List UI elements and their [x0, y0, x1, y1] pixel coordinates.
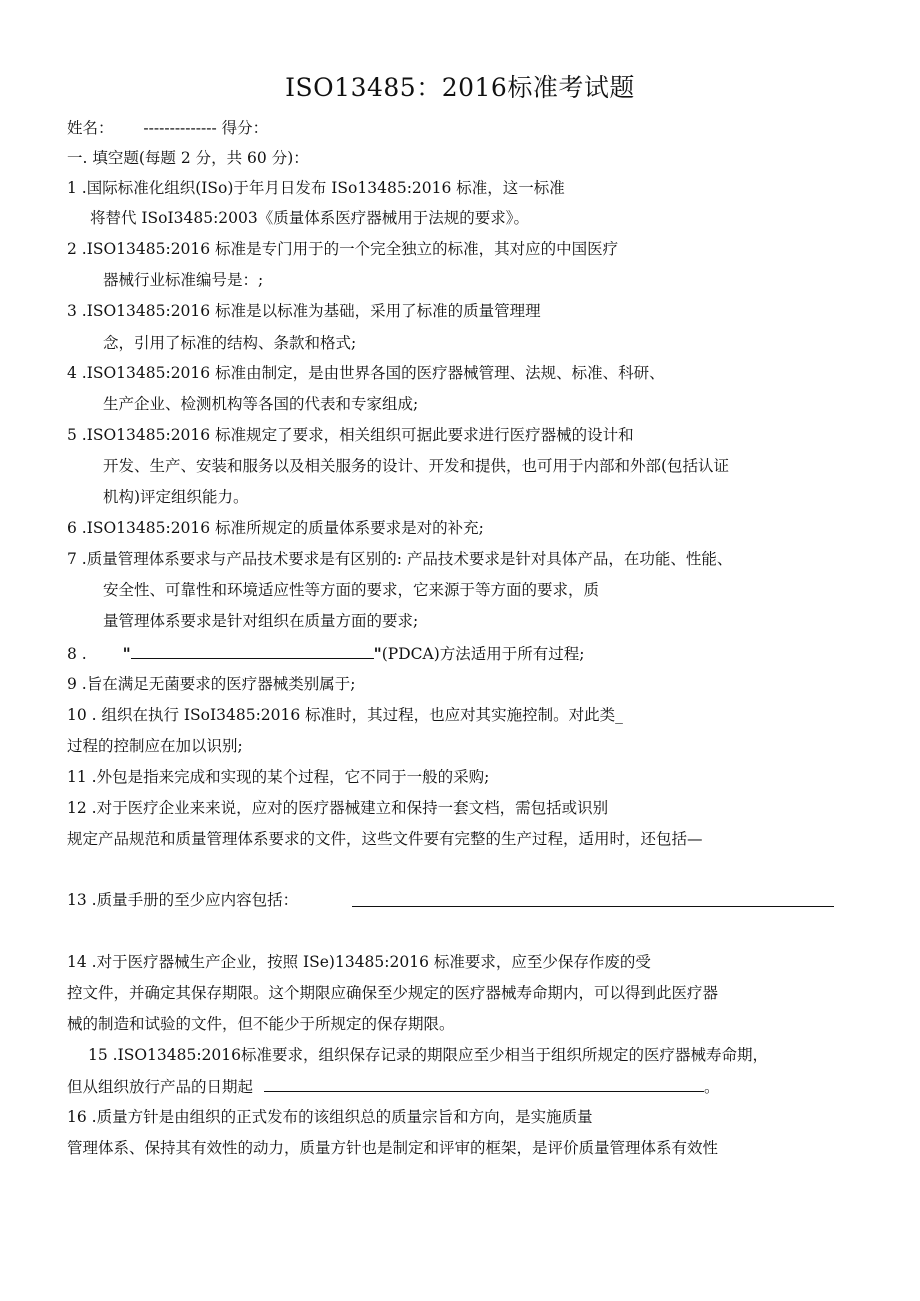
- q5-line1: 5 .ISO13485:2016 标准规定了要求，相关组织可据此要求进行医疗器械的设计和: [67, 426, 634, 444]
- score-label: 得分：: [221, 119, 269, 137]
- q7-line2: 安全性、可靠性和环境适应性等方面的要求，它来源于等方面的要求，质: [103, 581, 600, 599]
- name-label: 姓名：: [67, 119, 114, 137]
- q16-line2: 管理体系、保持其有效性的动力，质量方针也是制定和评审的框架，是评价质量管理体系有效性: [67, 1139, 719, 1157]
- q12-line1: 12 .对于医疗企业来来说，应对的医疗器械建立和保持一套文档，需包括或识别: [67, 799, 609, 817]
- q4-line1: 4 .ISO13485:2016 标准由制定，是由世界各国的医疗器械管理、法规、标准、科研、: [67, 364, 665, 382]
- header-line: [67, 121, 268, 137]
- q7-line3: 量管理体系要求是针对组织在质量方面的要求;: [103, 612, 419, 630]
- q14-line1: 14 .对于医疗器械生产企业，按照 ISe)13485:2016 标准要求，应至少保存作废的受: [67, 953, 651, 971]
- q10-line2: 过程的控制应在加以识别;: [67, 737, 243, 755]
- q16-line1: 16 .质量方针是由组织的正式发布的该组织总的质量宗旨和方向，是实施质量: [67, 1108, 593, 1126]
- q1-line2: 将替代 ISoI3485:2003《质量体系医疗器械用于法规的要求》。: [90, 209, 529, 227]
- q8-tail: (PDCA)方法适用于所有过程;: [381, 645, 585, 663]
- q15-line1: 15 .ISO13485:2016标准要求，组织保存记录的期限应至少相当于组织所规定的医疗器械寿命期，: [88, 1046, 769, 1064]
- q15-end: 。: [703, 1078, 720, 1096]
- q13-line1: 13 .质量手册的至少应内容包括：: [67, 891, 299, 909]
- q11-line1: 11 .外包是指来完成和实现的某个过程，它不同于一般的采购;: [67, 768, 490, 786]
- q3-line1: 3 .ISO13485:2016 标准是以标准为基础，采用了标准的质量管理理: [67, 302, 541, 320]
- q2-line1: 2 .ISO13485:2016 标准是专门用于的一个完全独立的标准，其对应的中国医疗: [67, 240, 619, 258]
- q15-line2: [67, 1079, 719, 1096]
- q13-blank[interactable]: [352, 906, 834, 907]
- page-title: ISO13485：2016标准考试题: [285, 73, 635, 102]
- q5-line2: 开发、生产、安装和服务以及相关服务的设计、开发和提供，也可用于内部和外部(包括认证: [103, 457, 730, 475]
- q8-number: 8 .: [67, 645, 87, 663]
- name-dashes: --------------: [143, 119, 217, 137]
- q9-line1: 9 .旨在满足无菌要求的医疗器械类别属于;: [67, 675, 356, 693]
- q8-close-quote: ": [373, 644, 382, 663]
- q1-line1: 1 .国际标准化组织(ISo)于年月日发布 ISo13485:2016 标准，这一标准: [67, 179, 565, 197]
- q4-line2: 生产企业、检测机构等各国的代表和专家组成;: [103, 395, 419, 413]
- q8-blank[interactable]: [131, 646, 374, 659]
- q10-line1: 10 . 组织在执行 ISoI3485:2016 标准时，其过程，也应对其实施控制。对此类_: [67, 706, 623, 724]
- q2-line2: 器械行业标准编号是：;: [103, 271, 264, 289]
- q5-line3: 机构)评定组织能力。: [103, 488, 249, 506]
- q6-line1: 6 .ISO13485:2016 标准所规定的质量体系要求是对的补充;: [67, 519, 484, 537]
- q15-text: 但从组织放行产品的日期起: [67, 1078, 254, 1096]
- q12-line2: 规定产品规范和质量管理体系要求的文件，这些文件要有完整的生产过程，适用时，还包括—: [67, 830, 703, 848]
- q14-line2: 控文件，并确定其保存期限。这个期限应确保至少规定的医疗器械寿命期内，可以得到此医疗器: [67, 984, 719, 1002]
- q14-line3: 械的制造和试验的文件，但不能少于所规定的保存期限。: [67, 1015, 455, 1033]
- q15-blank[interactable]: [264, 1079, 704, 1092]
- q8-line: [67, 646, 584, 663]
- q3-line2: 念，引用了标准的结构、条款和格式;: [103, 334, 357, 352]
- q8-open-quote: ": [122, 644, 131, 663]
- q7-line1: 7 .质量管理体系要求与产品技术要求是有区别的: 产品技术要求是针对具体产品，在功能、性能、: [67, 550, 733, 568]
- section-heading: 一. 填空题(每题 2 分，共 60 分)：: [67, 149, 309, 167]
